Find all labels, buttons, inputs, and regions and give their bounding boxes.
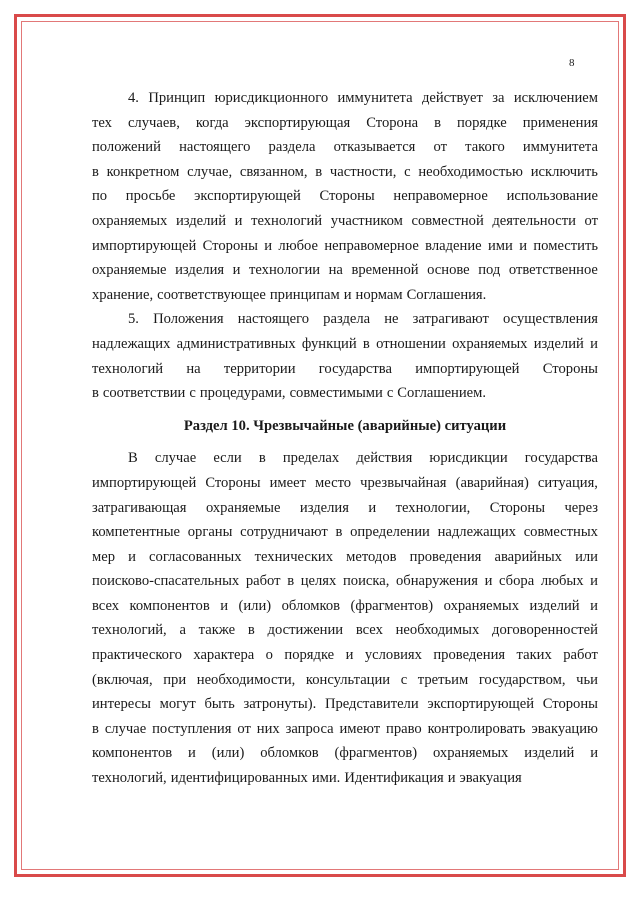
text-line: 4. Принцип юрисдикционного иммунитета действует за исключением: [128, 90, 598, 106]
text-line: (включая, при необходимости, консультации с третьим государством, чьи: [92, 671, 598, 688]
text-line: тех случаев, когда экспортирующая Сторона в порядке применения: [92, 114, 598, 131]
text-line: хранение, соответствующее принципам и нормам Соглашения.: [92, 286, 487, 303]
text-line: по просьбе экспортирующей Стороны неправомерное использование: [92, 188, 598, 205]
text-line: технологий, а также в достижении всех необходимых договоренностей: [92, 622, 598, 639]
paragraph-4: [92, 86, 598, 307]
text-line: затрагивающая охраняемые изделия и технологии, Стороны через: [92, 499, 598, 516]
text-line: поисково-спасательных работ в целях поиска, обнаружения и сбора любых и: [92, 573, 598, 590]
text-line: В случае если в пределах действия юрисдикции государства: [128, 450, 598, 467]
text-line: импортирующей Стороны имеет место чрезвычайная (аварийная) ситуация,: [92, 474, 598, 491]
text-line: охраняемые изделия и технологии на временной основе под ответственное: [92, 262, 598, 279]
text-line: практического характера о порядке и условиях проведения таких работ: [92, 647, 598, 664]
text-line: 5. Положения настоящего раздела не затрагивают осуществления: [128, 311, 598, 328]
paragraph-5: [92, 307, 598, 405]
text-line: технологий на территории государства импортирующей Стороны: [92, 360, 598, 377]
text-line: всех компонентов и (или) обломков (фрагментов) охраняемых изделий и: [92, 597, 598, 614]
text-line: мер и согласованных технических методов проведения аварийных или: [92, 548, 598, 565]
text-line: технологий, идентифицированных ими. Идентификация и эвакуация: [92, 770, 522, 787]
text-line: импортирующей Стороны и любое неправомерное владение ими и поместить: [92, 237, 598, 254]
text-line: в конкретном случае, связанном, в частности, с необходимостью исключить: [92, 163, 598, 180]
text-line: надлежащих административных функций в отношении охраняемых изделий и: [92, 335, 598, 352]
page-number: 8: [569, 57, 575, 69]
text-line: в случае поступления от них запроса имеют право контролировать эвакуацию: [92, 720, 598, 737]
text-line: компетентные органы сотрудничают в определении надлежащих совместных: [92, 524, 598, 541]
document-body: [92, 86, 598, 791]
text-line: в соответствии с процедурами, совместимыми с Соглашением.: [92, 385, 487, 402]
text-line: интересы могут быть затронуты). Представители экспортирующей Стороны: [92, 696, 598, 713]
text-line: охраняемых изделий и технологий участником совместной деятельности от: [92, 212, 598, 229]
section-heading: Раздел 10. Чрезвычайные (аварийные) ситуации: [183, 417, 507, 434]
text-line: положений настоящего раздела отказывается от такого иммунитета: [92, 139, 598, 156]
text-line: компонентов и (или) обломков (фрагментов) охраняемых изделий и: [92, 745, 598, 762]
section-10-paragraph: [92, 446, 598, 790]
